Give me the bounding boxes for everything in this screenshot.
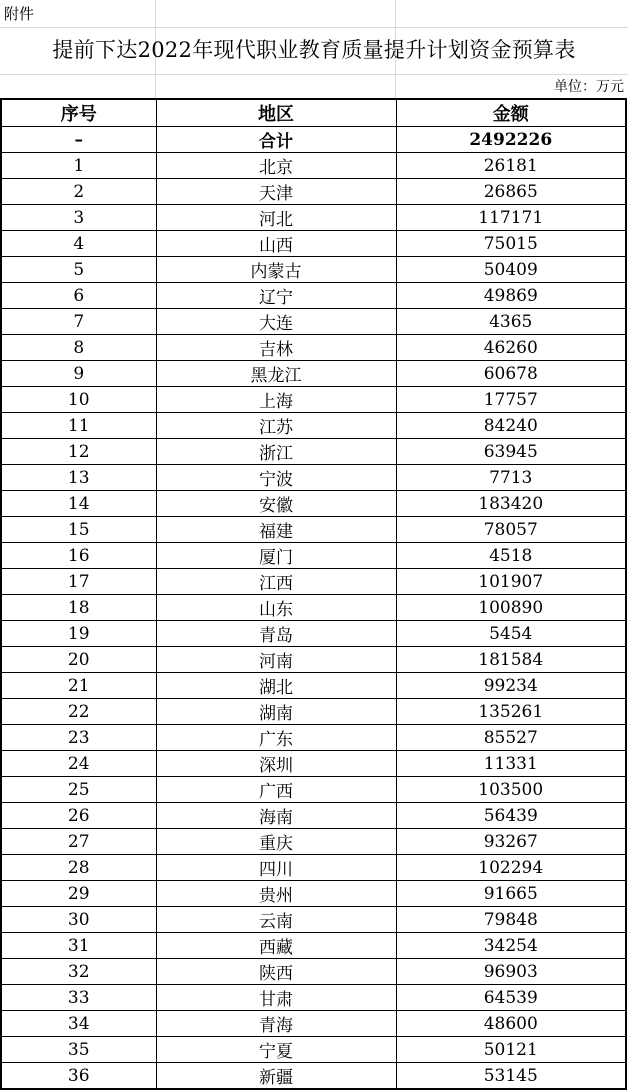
cell-index: 34	[1, 1011, 156, 1037]
cell-index: 33	[1, 985, 156, 1011]
page-title: 提前下达2022年现代职业教育质量提升计划资金预算表	[52, 38, 576, 62]
cell-index: 16	[1, 543, 156, 569]
table-row	[1, 179, 626, 205]
table-row	[1, 699, 626, 725]
table-header-row	[1, 99, 626, 127]
cell-index: 18	[1, 595, 156, 621]
table-row	[1, 361, 626, 387]
table-row	[1, 569, 626, 595]
total-label: 合计	[156, 127, 396, 153]
cell-index: 1	[1, 153, 156, 179]
table-row	[1, 1063, 626, 1090]
cell-index: 21	[1, 673, 156, 699]
header-region: 地区	[156, 99, 396, 127]
cell-index: 3	[1, 205, 156, 231]
cell-region: 厦门	[156, 543, 396, 569]
table-row	[1, 751, 626, 777]
cell-index: 23	[1, 725, 156, 751]
cell-region: 青海	[156, 1011, 396, 1037]
cell-amount: 63945	[396, 439, 626, 465]
table-row	[1, 803, 626, 829]
cell-region: 广东	[156, 725, 396, 751]
cell-amount: 101907	[396, 569, 626, 595]
cell-region: 深圳	[156, 751, 396, 777]
table-row	[1, 959, 626, 985]
grid-line	[0, 27, 628, 28]
cell-index: 2	[1, 179, 156, 205]
table-row	[1, 543, 626, 569]
table-row	[1, 335, 626, 361]
cell-region: 贵州	[156, 881, 396, 907]
table-row	[1, 647, 626, 673]
cell-amount: 26181	[396, 153, 626, 179]
table-row	[1, 829, 626, 855]
cell-index: 5	[1, 257, 156, 283]
cell-index: 32	[1, 959, 156, 985]
cell-region: 河南	[156, 647, 396, 673]
cell-region: 重庆	[156, 829, 396, 855]
cell-amount: 53145	[396, 1063, 626, 1090]
cell-amount: 5454	[396, 621, 626, 647]
header-amount: 金额	[396, 99, 626, 127]
cell-index: 25	[1, 777, 156, 803]
cell-region: 海南	[156, 803, 396, 829]
table-row	[1, 1011, 626, 1037]
table-row	[1, 153, 626, 179]
table-row	[1, 621, 626, 647]
cell-amount: 75015	[396, 231, 626, 257]
cell-region: 福建	[156, 517, 396, 543]
cell-amount: 78057	[396, 517, 626, 543]
cell-amount: 49869	[396, 283, 626, 309]
cell-region: 湖南	[156, 699, 396, 725]
cell-index: 4	[1, 231, 156, 257]
table-row	[1, 881, 626, 907]
cell-index: 20	[1, 647, 156, 673]
cell-index: 30	[1, 907, 156, 933]
cell-amount: 11331	[396, 751, 626, 777]
cell-amount: 84240	[396, 413, 626, 439]
cell-region: 陕西	[156, 959, 396, 985]
cell-amount: 60678	[396, 361, 626, 387]
table-row	[1, 439, 626, 465]
cell-region: 上海	[156, 387, 396, 413]
cell-amount: 79848	[396, 907, 626, 933]
cell-index: 15	[1, 517, 156, 543]
table-row	[1, 517, 626, 543]
cell-amount: 96903	[396, 959, 626, 985]
table-row	[1, 777, 626, 803]
table-row	[1, 725, 626, 751]
cell-region: 北京	[156, 153, 396, 179]
cell-region: 吉林	[156, 335, 396, 361]
cell-index: 35	[1, 1037, 156, 1063]
cell-region: 天津	[156, 179, 396, 205]
cell-region: 黑龙江	[156, 361, 396, 387]
cell-index: 8	[1, 335, 156, 361]
cell-amount: 183420	[396, 491, 626, 517]
cell-index: 19	[1, 621, 156, 647]
grid-line	[0, 74, 628, 75]
cell-index: 27	[1, 829, 156, 855]
cell-region: 浙江	[156, 439, 396, 465]
cell-index: 13	[1, 465, 156, 491]
table-row	[1, 595, 626, 621]
cell-index: 12	[1, 439, 156, 465]
table-row	[1, 283, 626, 309]
cell-amount: 93267	[396, 829, 626, 855]
table-row	[1, 387, 626, 413]
cell-region: 江苏	[156, 413, 396, 439]
cell-amount: 102294	[396, 855, 626, 881]
table-row	[1, 907, 626, 933]
cell-amount: 56439	[396, 803, 626, 829]
table-row	[1, 933, 626, 959]
cell-region: 山东	[156, 595, 396, 621]
cell-region: 大连	[156, 309, 396, 335]
cell-amount: 4365	[396, 309, 626, 335]
cell-amount: 4518	[396, 543, 626, 569]
cell-amount: 26865	[396, 179, 626, 205]
cell-index: 31	[1, 933, 156, 959]
cell-region: 山西	[156, 231, 396, 257]
budget-table	[0, 98, 627, 1090]
cell-region: 宁夏	[156, 1037, 396, 1063]
total-amount: 2492226	[396, 127, 626, 153]
cell-index: 24	[1, 751, 156, 777]
table-row	[1, 985, 626, 1011]
cell-region: 云南	[156, 907, 396, 933]
cell-amount: 17757	[396, 387, 626, 413]
table-row	[1, 855, 626, 881]
cell-index: 7	[1, 309, 156, 335]
table-row	[1, 231, 626, 257]
cell-index: 9	[1, 361, 156, 387]
cell-amount: 181584	[396, 647, 626, 673]
total-index: –	[1, 127, 156, 153]
cell-region: 辽宁	[156, 283, 396, 309]
cell-region: 广西	[156, 777, 396, 803]
cell-amount: 46260	[396, 335, 626, 361]
table-row	[1, 491, 626, 517]
cell-amount: 103500	[396, 777, 626, 803]
cell-amount: 64539	[396, 985, 626, 1011]
cell-amount: 48600	[396, 1011, 626, 1037]
table-row	[1, 1037, 626, 1063]
cell-region: 江西	[156, 569, 396, 595]
cell-region: 西藏	[156, 933, 396, 959]
cell-index: 6	[1, 283, 156, 309]
cell-amount: 135261	[396, 699, 626, 725]
cell-region: 内蒙古	[156, 257, 396, 283]
table-row	[1, 465, 626, 491]
cell-region: 安徽	[156, 491, 396, 517]
cell-index: 11	[1, 413, 156, 439]
cell-region: 湖北	[156, 673, 396, 699]
table-row	[1, 413, 626, 439]
cell-region: 新疆	[156, 1063, 396, 1090]
table-row	[1, 309, 626, 335]
cell-region: 宁波	[156, 465, 396, 491]
cell-region: 四川	[156, 855, 396, 881]
cell-index: 22	[1, 699, 156, 725]
table-row	[1, 205, 626, 231]
cell-amount: 50121	[396, 1037, 626, 1063]
cell-index: 26	[1, 803, 156, 829]
cell-amount: 50409	[396, 257, 626, 283]
cell-amount: 99234	[396, 673, 626, 699]
unit-label: 单位：万元	[554, 79, 624, 95]
cell-amount: 100890	[396, 595, 626, 621]
cell-index: 29	[1, 881, 156, 907]
cell-amount: 7713	[396, 465, 626, 491]
total-row	[1, 127, 626, 153]
cell-amount: 34254	[396, 933, 626, 959]
cell-amount: 85527	[396, 725, 626, 751]
table-row	[1, 257, 626, 283]
cell-index: 36	[1, 1063, 156, 1090]
cell-region: 河北	[156, 205, 396, 231]
cell-amount: 91665	[396, 881, 626, 907]
cell-region: 甘肃	[156, 985, 396, 1011]
cell-index: 28	[1, 855, 156, 881]
table-row	[1, 673, 626, 699]
cell-amount: 117171	[396, 205, 626, 231]
cell-index: 17	[1, 569, 156, 595]
attachment-label: 附件	[4, 5, 35, 23]
cell-region: 青岛	[156, 621, 396, 647]
header-index: 序号	[1, 99, 156, 127]
cell-index: 10	[1, 387, 156, 413]
cell-index: 14	[1, 491, 156, 517]
